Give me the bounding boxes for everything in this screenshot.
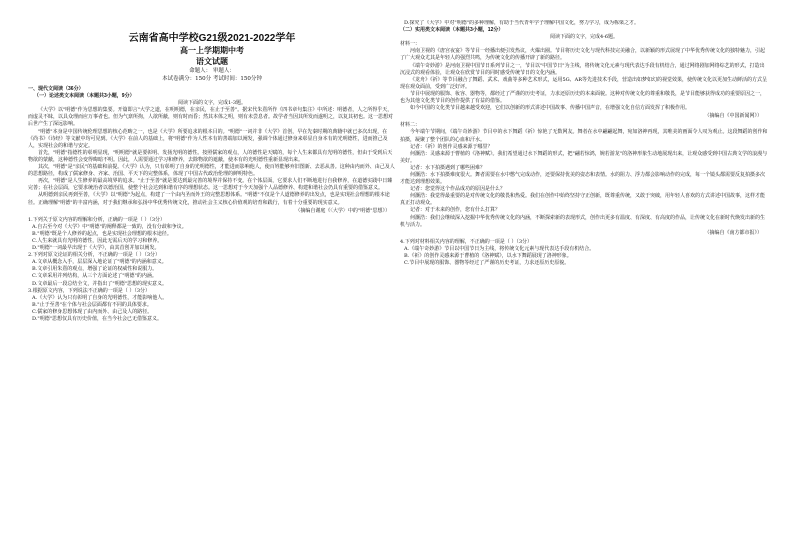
material-paragraph: 何灏浩：水下拍摄难度很大。舞者需要在水中憋气完成动作，还要保持优美的姿态和表情。水的阻力、浮力都会影响动作的完成，每一个镜头都需要反复拍摄多次才能达到理想效果。 <box>400 171 766 186</box>
exam-title-school: 云南省高中学校G21级2021-2022学年 <box>128 33 296 44</box>
author-line: 命题人： 审题人： <box>189 68 235 74</box>
question-option: D."明德"思想仅具有历史价值，在当今社会已无借鉴意义。 <box>32 316 163 322</box>
passage-paragraph: 《大学》以"明德"作为思想的集要。开篇即言"大学之道，在明明德，在亲民，在止于至善"。据宋代朱熹所作《四书章句集注》中所述：明德者，人之所得乎天，而虚灵不昧，以具众理而应万事者也。但为气禀所拘，人欲所蔽，则有时而昏；然其本体之明，则有未尝息者。故学者当因其所发而遂明之，以复其初也。这一思想对后世产生了深远影响。 <box>28 107 394 128</box>
exam-title-subject: 语文试题 <box>196 57 228 66</box>
question-option: B.文章引用朱熹的观点，增强了论证的权威性和说服力。 <box>32 266 158 273</box>
material-source: （摘编自《中国新闻网》） <box>704 113 762 120</box>
passage-paragraph: 其次，"明德"是"亲民"的基础和前提。《大学》认为，只有彰明了自身的光明德性，才能进而影响他人，使百姓能够弃旧图新、去恶从善。这种由内而外、由己及人的思想路径，构成了儒家修身、齐家、治国、平天下的完整体系，体现了中国古代政治伦理的鲜明特色。 <box>28 164 395 178</box>
subsection-heading: （二）实用类文本阅读（本题共3小题，12分） <box>400 27 504 34</box>
material-paragraph: 记者：对于未来的创作，您有什么打算？ <box>410 207 501 214</box>
passage-source: （摘编自谢庭《〈大学〉中的"明德"思想》） <box>295 207 390 214</box>
material-paragraph: 何灏浩：我们会继续深入挖掘中华优秀传统文化的内涵，不断探索新的表现形式，创作出更多有温度、有深度、有高度的作品，让传统文化在新时代焕发出新的生机与活力。 <box>400 214 766 228</box>
material-paragraph: 《端午奇妙游》是河南卫视中国节日系列节目之一，节目以"中国节日"为主线，将传统文化元素与现代表达手段有机结合，通过网络剧加网络综艺的形式，打造出沉浸式的观看体验，让观众在欣赏节目的同时感受传统节日的文化内涵。 <box>400 62 765 76</box>
question-1: 1.下列关于原文内容的理解和分析，正确的一项是（ ）（3分） <box>28 216 166 223</box>
question-option: B."止于至善"在个体与社会层面都有不同的具体要求。 <box>32 301 152 308</box>
material-paragraph: 《龙舟》《祈》等节目融合了舞蹈、武术、戏曲等多种艺术形式，运用5G、AR等先进技术手段，营造出如梦如幻的视觉效果，使传统文化以更加生动鲜活的方式呈现在观众面前，受到广泛好评。 <box>400 76 768 90</box>
material-source: （摘编自《南方都市报》） <box>704 229 762 236</box>
passage-paragraph: "明德"本身是中国传统伦理思想的核心范畴之一，也是《大学》所要追求的根本目的。"明德"一词并非《大学》首创，早在先秦时期的典籍中就已多次出现，在《尚书》《诗经》等文献中均可见到。《大学》在前人的基础上，将"明德"作为人性本有的善端加以阐发，强调个体通过修身来彰显自身本有的光明德性，进而推己及人，实现社会的和谐与安定。 <box>28 128 388 149</box>
left-column <box>28 20 396 535</box>
question-4: 4.下列对材料相关内容的理解，不正确的一项是（ ）（3分） <box>400 238 533 245</box>
material-paragraph: 河南卫视的《唐宫夜宴》等节目一经播出便引发热议，火爆出圈。节目将历史文化与现代科技完美融合，以新颖的形式展现了中华优秀传统文化的独特魅力，引起了广大观众尤其是年轻人的强烈共鸣，为传统文化的传播开辟了新的路径。 <box>400 48 766 62</box>
question-option: A.自古至今对《大学》中"明德"的阐释都是一致的，没有分歧和争议。 <box>32 223 187 230</box>
material-paragraph: 节目中展现的服饰、妆容、器物等，都经过了严谨的历史考证，力求还原历史的本来面貌。这种对传统文化的尊重和敬畏，是节目能够获得成功的重要原因之一，也为其他文化类节目的创作提供了有益的借鉴。 <box>400 90 766 105</box>
question-option: C.节目中展现的服饰、器物等经过了严谨的历史考证，力求还原历史原貌。 <box>404 260 570 267</box>
question-2: 2.下列对原文论证的相关分析，不正确的一项是（ ）（3分） <box>28 252 161 259</box>
question-option: C.人生来就具有光明的德性，因此无需后天的学习和修养。 <box>32 237 163 244</box>
time-line: 本试卷满分：150分 考试时间：150分钟 <box>162 76 262 82</box>
question-option: A.文章从概念入手，层层深入地论证了"明德"的内涵和意义。 <box>32 259 167 266</box>
passage-paragraph: 首先，"明德"指德性的彰明显现，"明明德"就是要彰明、发扬光明的德性。按照儒家的观点，人的德性是天赋的，每个人生来都具有光明的德性，但由于受到后天物欲的蒙蔽，这种德性会变得晦暗不明。因此，人需要通过学习和修养，去除物欲的遮蔽，使本有的光明德性重新显现出来。 <box>28 149 393 163</box>
passage-paragraph: 从明德到亲民再到至善，《大学》以"明德"为起点，构建了一个由内圣而外王的完整思想体系。"明德"不仅是个人道德修养的出发点，也是实现社会理想的根本途径。正确理解"明德"的丰富内涵，对于我们继承和弘扬中华优秀传统文化，推动社会主义核心价值观的培育和践行，有着十分重要的现实意义。 <box>28 192 390 206</box>
material-label: 材料二： <box>400 122 421 129</box>
question-option: C.文章采用并列结构，从三个方面论述了"明德"的内涵。 <box>32 273 157 280</box>
section-heading: 一、现代文阅读（36分） <box>28 86 84 92</box>
question-option: C.儒家的修身思想体现了由内而外、由己及人的路径。 <box>32 308 153 315</box>
question-option: D.文章最后一段总结全文，并指出了"明德"思想的现实意义。 <box>32 280 168 287</box>
material-paragraph: 记者：水下拍摄遇到了哪些困难？ <box>410 164 486 171</box>
question-option: B."明德"既是个人修养的起点，也是实现社会理想的根本途径。 <box>32 230 172 237</box>
question-option: D.探究了《大学》中对"明德"的多种理解，有助于当代青年学子理解中国文化，努力学习，成为栋梁之才。 <box>404 20 640 26</box>
exam-title-term: 高一上学期期中考 <box>180 46 244 55</box>
question-option: B.《祈》的创作灵感来源于曹植的《洛神赋》，以水下舞蹈展现了洛神形象。 <box>404 253 572 259</box>
passage-paragraph: 再次，"明德"是人生修养的最高境界的追求。"止于至善"就是要达到最完善的境界并保持不变。在个体层面，它要求人们不断地进行自我修养，在道德实践中日臻完善；在社会层面，它要求统治者以德治国，使整个社会达到和谐有序的理想状态。这一思想对于今天加强个人品德修养、构建和谐社会仍具有重要的借鉴意义。 <box>28 178 393 192</box>
material-paragraph: 今年端午节期间，《端午奇妙游》节目中的水下舞蹈《祈》惊艳了无数网友。舞者在水中翩翩起舞，宛如洛神再现，其唯美的画面令人叹为观止。这段舞蹈的创作和拍摄，凝聚了整个团队的心血和汗水。 <box>400 129 768 143</box>
material-paragraph: 何灏浩：我觉得最重要的是对传统文化的敬畏和热爱。我们在创作中始终坚持守正创新，既尊重传统，又敢于突破，用年轻人喜欢的方式讲述中国故事，这样才能真正打动观众。 <box>400 193 766 207</box>
material-paragraph: 记者：《祈》的创作灵感来源于哪里？ <box>410 143 493 150</box>
material-label: 材料一： <box>400 41 421 48</box>
question-3: 3.根据原文内容，下列说法不正确的一项是（ ）（3分） <box>28 287 151 294</box>
question-option: A.《端午奇妙游》节目以中国节日为主线，将传统文化元素与现代表达手段有机结合。 <box>404 245 595 252</box>
material-paragraph: 如今中国的文化类节目越来越受欢迎，它们以创新的形式讲述中国故事、传播中国声音，在增强文化自信方面发挥了积极作用。 <box>410 105 691 112</box>
question-option: A.《大学》认为只有彰明了自身的光明德性，才能影响他人。 <box>32 294 168 301</box>
instruction: 阅读下面的文字，完成1-3题。 <box>177 100 247 107</box>
right-column <box>400 20 768 535</box>
instruction: 阅读下面的文字，完成4-6题。 <box>549 34 619 41</box>
material-paragraph: 记者：您觉得这个作品成功的原因是什么？ <box>410 186 506 193</box>
question-option: D."明德"一词最早出现于《大学》，由其首创并加以阐发。 <box>32 245 160 252</box>
subsection-heading: （一）论述类文本阅读（本题共3小题，9分） <box>34 93 135 100</box>
material-paragraph: 何灏浩：灵感来源于曹植的《洛神赋》。我们希望通过水下舞蹈的形式，把"翩若惊鸿，婉若游龙"的洛神形象生动地展现出来，让观众感受到中国古典文学的浪漫与美好。 <box>400 150 768 164</box>
